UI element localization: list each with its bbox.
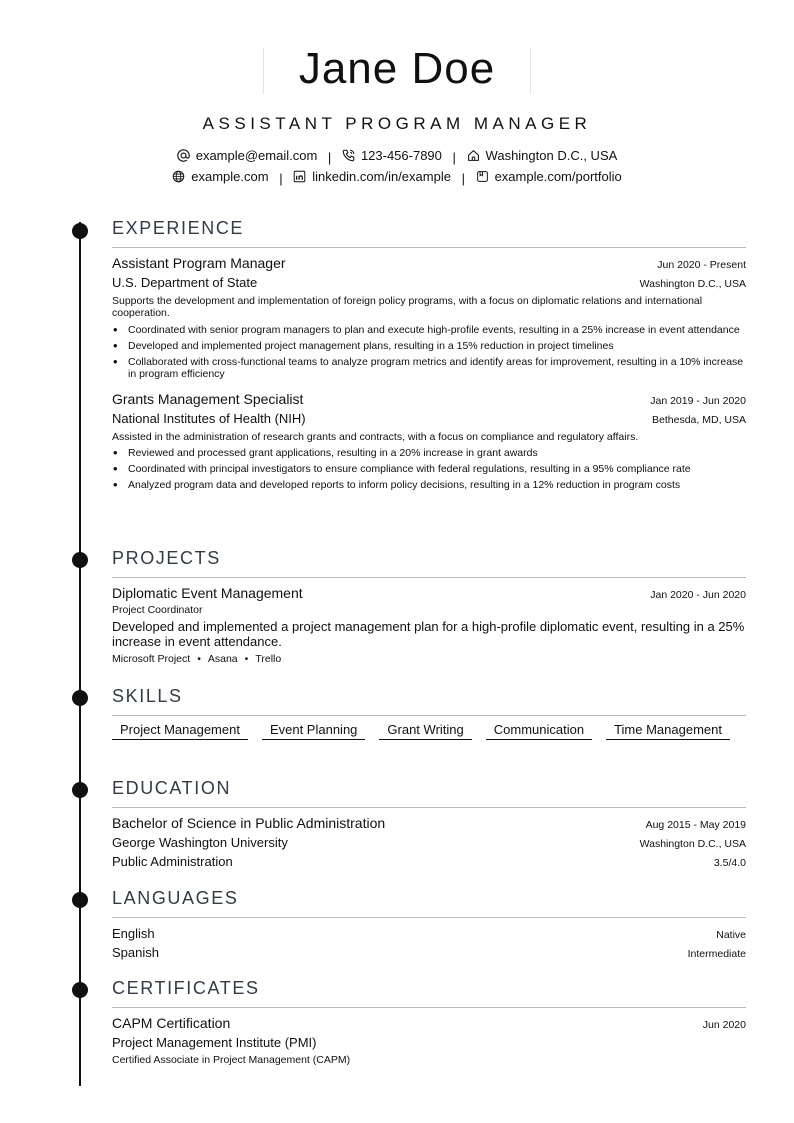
list-item: • Developed and implemented project management plans, resulting in a 15% reduction in project timelines	[128, 340, 746, 352]
section-title: SKILLS	[112, 686, 183, 706]
languages-section	[112, 886, 746, 962]
home-icon	[467, 149, 480, 162]
languages-list	[112, 924, 746, 962]
school-location: Washington D.C., USA	[639, 838, 746, 850]
experience-entry	[112, 254, 746, 380]
name-block	[263, 40, 531, 98]
list-item: • Collaborated with cross-functional teams to analyze program metrics and identify areas for improvement, resulting in a 10% increase in program efficiency	[128, 356, 746, 380]
list-item: • Reviewed and processed grant applications, resulting in a 20% increase in grant awards	[128, 447, 746, 459]
job-position: Grants Management Specialist	[112, 391, 304, 407]
contact-linkedin[interactable]	[293, 167, 451, 186]
section-divider	[112, 1007, 746, 1008]
job-summary: Supports the development and implementation of foreign policy programs, with a focus on diplomatic relations and international cooperation.	[112, 295, 703, 319]
language-level: Native	[716, 929, 746, 941]
name-divider-left	[263, 48, 264, 94]
contact-phone[interactable]	[342, 146, 442, 165]
timeline-dot	[72, 782, 88, 798]
contact-portfolio[interactable]	[476, 167, 622, 186]
contact-website[interactable]	[172, 167, 268, 186]
project-description: Developed and implemented a project management plan for a high-profile diplomatic event, resulting in a 25% increase in event attendance.	[112, 619, 745, 649]
section-divider	[112, 715, 746, 716]
contact-separator: |	[327, 150, 332, 165]
contact-separator: |	[452, 150, 456, 165]
list-item: • Coordinated with principal investigators to ensure compliance with federal regulations, resulting in a 95% compliance rate	[128, 463, 746, 475]
education-dates: Aug 2015 - May 2019	[645, 819, 746, 831]
degree: Bachelor of Science in Public Administration	[112, 815, 386, 831]
skill-tag: Time Management	[606, 722, 730, 740]
section-title: EXPERIENCE	[112, 218, 245, 238]
tool-separator: •	[244, 653, 249, 665]
certificate-issuer: Project Management Institute (PMI)	[112, 1035, 317, 1050]
section-title: LANGUAGES	[112, 888, 239, 908]
timeline-dot	[72, 223, 88, 239]
list-item: • Coordinated with senior program managers to plan and execute high-profile events, resulting in a 25% increase in event attendance	[128, 324, 746, 336]
tool-item: Microsoft Project	[112, 653, 191, 665]
contact-row-2	[0, 167, 794, 188]
skill-tag: Event Planning	[262, 722, 365, 740]
globe-icon	[172, 170, 185, 183]
certificates-section	[112, 976, 746, 1066]
at-icon	[177, 149, 190, 162]
job-title: ASSISTANT PROGRAM MANAGER	[202, 114, 592, 133]
tool-separator: •	[197, 653, 201, 665]
skill-tag: Grant Writing	[379, 722, 471, 740]
education-section	[112, 776, 746, 871]
section-title: CERTIFICATES	[112, 978, 260, 998]
contact-email[interactable]	[177, 146, 318, 165]
tool-item: Asana	[207, 653, 238, 665]
skill-tag: Communication	[486, 722, 592, 740]
skills-section	[112, 684, 746, 740]
section-divider	[112, 247, 746, 248]
contact-separator: |	[461, 171, 465, 186]
section-divider	[112, 807, 746, 808]
certificate-name: CAPM Certification	[112, 1015, 231, 1031]
certificate-description: Certified Associate in Project Management (CAPM)	[112, 1054, 351, 1066]
project-role: Project Coordinator	[112, 604, 203, 616]
section-divider	[112, 577, 746, 578]
job-location: Washington D.C., USA	[639, 278, 746, 290]
language-name: English	[112, 926, 155, 941]
tool-item: Trello	[255, 653, 282, 665]
contact-portfolio-text: example.com/portfolio	[494, 169, 622, 184]
contact-row-1	[0, 146, 794, 167]
job-dates: Jan 2019 - Jun 2020	[650, 395, 746, 407]
section-title: EDUCATION	[112, 778, 232, 798]
certificate-date: Jun 2020	[702, 1019, 746, 1031]
field-of-study: Public Administration	[112, 854, 233, 869]
contact-location	[467, 146, 618, 165]
timeline-line	[79, 222, 81, 1086]
gpa: 3.5/4.0	[713, 857, 746, 869]
project-title: Diplomatic Event Management	[112, 585, 303, 601]
name-divider-right	[530, 48, 531, 94]
job-dates: Jun 2020 - Present	[657, 259, 746, 271]
contact-linkedin-text: linkedin.com/in/example	[312, 169, 451, 184]
linkedin-icon	[293, 170, 306, 183]
job-bullets	[112, 324, 746, 380]
list-item	[112, 924, 746, 943]
skill-tag: Project Management	[112, 722, 248, 740]
education-entry	[112, 814, 746, 871]
contact-location-text: Washington D.C., USA	[485, 148, 618, 163]
contact-phone-text: 123-456-7890	[360, 148, 442, 163]
job-bullets	[112, 447, 746, 491]
timeline-dot	[72, 690, 88, 706]
employer: U.S. Department of State	[112, 275, 258, 290]
section-title: PROJECTS	[112, 548, 221, 568]
project-tools	[112, 653, 746, 665]
timeline-dot	[72, 892, 88, 908]
school: George Washington University	[112, 835, 288, 850]
experience-section	[112, 216, 746, 495]
job-position: Assistant Program Manager	[112, 255, 286, 271]
project-dates: Jan 2020 - Jun 2020	[650, 589, 746, 601]
phone-icon	[342, 149, 355, 162]
projects-section	[112, 546, 746, 665]
job-summary: Assisted in the administration of research grants and contracts, with a focus on compliance and regulatory affairs.	[112, 431, 639, 443]
timeline-dot	[72, 982, 88, 998]
project-entry	[112, 584, 746, 665]
skills-list	[112, 722, 746, 740]
language-level: Intermediate	[687, 948, 746, 960]
person-name: Jane Doe	[298, 44, 496, 93]
timeline-dot	[72, 552, 88, 568]
employer: National Institutes of Health (NIH)	[112, 411, 306, 426]
portfolio-icon	[476, 170, 489, 183]
experience-entry	[112, 390, 746, 491]
resume-header	[0, 40, 794, 188]
certificate-entry	[112, 1014, 746, 1066]
contact-website-text: example.com	[191, 169, 269, 184]
language-name: Spanish	[112, 945, 159, 960]
section-divider	[112, 917, 746, 918]
list-item: • Analyzed program data and developed reports to inform policy decisions, resulting in a 12% reduction in program costs	[128, 479, 746, 491]
job-location: Bethesda, MD, USA	[652, 414, 746, 426]
contact-separator: |	[279, 171, 283, 186]
contact-email-text: example@email.com	[195, 148, 318, 163]
list-item	[112, 943, 746, 962]
